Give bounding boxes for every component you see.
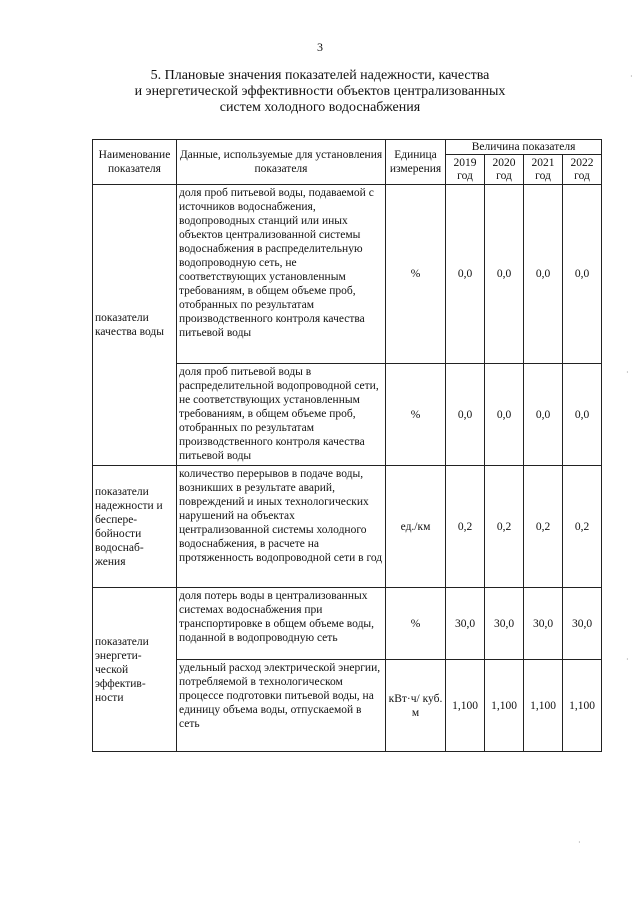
header-data: Данные, используемые для установления показателя: [177, 140, 386, 185]
scan-speck: ·: [626, 655, 629, 664]
header-year-2022: 2022 год: [563, 155, 602, 185]
row-value-2021: 0,2: [524, 466, 563, 588]
row-description: доля проб питьевой воды в распределительной водопроводной сети, не соответствующих установленным требованиям, в общем объеме проб, отобранных по результатам производственного контроля качества питьевой воды: [177, 364, 386, 466]
indicators-table: [92, 139, 602, 752]
section-heading: [100, 68, 540, 116]
row-value-2020: 0,2: [485, 466, 524, 588]
header-unit: Единица измерения: [386, 140, 446, 185]
row-unit: %: [386, 364, 446, 466]
row-description: доля потерь воды в централизованных системах водоснабжения при транспортировке в общем объеме воды, поданной в водопроводную сеть: [177, 588, 386, 660]
row-value-2022: 1,100: [563, 660, 602, 752]
row-value-2020: 0,0: [485, 185, 524, 364]
row-unit: %: [386, 185, 446, 364]
row-description: доля проб питьевой воды, подаваемой с источников водоснабжения, водопроводных станций или иных объектов централизованной системы водоснабжения в распределительную водопроводную сеть, не соответствующих установленным требованиям, в общем объеме проб, отобранных по результатам производственного контроля качества питьевой воды: [177, 185, 386, 364]
row-value-2021: 1,100: [524, 660, 563, 752]
header-name: Наименование показателя: [93, 140, 177, 185]
table-row: [93, 466, 602, 588]
row-value-2020: 1,100: [485, 660, 524, 752]
group-quality: показатели качества воды: [93, 185, 177, 466]
row-value-2019: 1,100: [446, 660, 485, 752]
scan-speck: ·: [626, 368, 629, 377]
header-year-2021: 2021 год: [524, 155, 563, 185]
row-value-2022: 0,0: [563, 185, 602, 364]
row-unit: %: [386, 588, 446, 660]
row-value-2019: 30,0: [446, 588, 485, 660]
header-year-2019: 2019 год: [446, 155, 485, 185]
row-value-2022: 0,0: [563, 364, 602, 466]
table-row: [93, 185, 602, 364]
row-unit: кВт·ч/ куб. м: [386, 660, 446, 752]
heading-line-3: систем холодного водоснабжения: [219, 100, 421, 115]
row-value-2019: 0,0: [446, 364, 485, 466]
row-value-2021: 30,0: [524, 588, 563, 660]
page-number: 3: [317, 40, 323, 54]
heading-line-1: 5. Плановые значения показателей надежности, качества: [150, 68, 490, 83]
row-description: удельный расход электрической энергии, потребляемой в технологическом процессе подготовки питьевой воды, на единицу объема воды, отпускаемой в сеть: [177, 660, 386, 752]
header-value-group: Величина показателя: [446, 140, 602, 155]
table-row: [93, 588, 602, 660]
group-energy: показатели энергети-ческой эффектив-ности: [93, 588, 177, 752]
scan-speck: ·: [630, 72, 633, 81]
row-value-2021: 0,0: [524, 364, 563, 466]
row-value-2019: 0,2: [446, 466, 485, 588]
group-reliability: показатели надежности и беспере-бойности водоснаб-жения: [93, 466, 177, 588]
table-header-row: [93, 140, 602, 155]
heading-line-2: и энергетической эффективности объектов централизованных: [134, 84, 506, 99]
row-value-2020: 30,0: [485, 588, 524, 660]
row-value-2021: 0,0: [524, 185, 563, 364]
row-value-2022: 0,2: [563, 466, 602, 588]
row-value-2020: 0,0: [485, 364, 524, 466]
row-value-2022: 30,0: [563, 588, 602, 660]
row-description: количество перерывов в подаче воды, возникших в результате аварий, повреждений и иных технологических нарушений на объектах централизованной системы холодного водоснабжения, в расчете на протяженность водопроводной сети в год: [177, 466, 386, 588]
row-unit: ед./км: [386, 466, 446, 588]
scan-speck: ·: [578, 838, 581, 847]
header-year-2020: 2020 год: [485, 155, 524, 185]
row-value-2019: 0,0: [446, 185, 485, 364]
